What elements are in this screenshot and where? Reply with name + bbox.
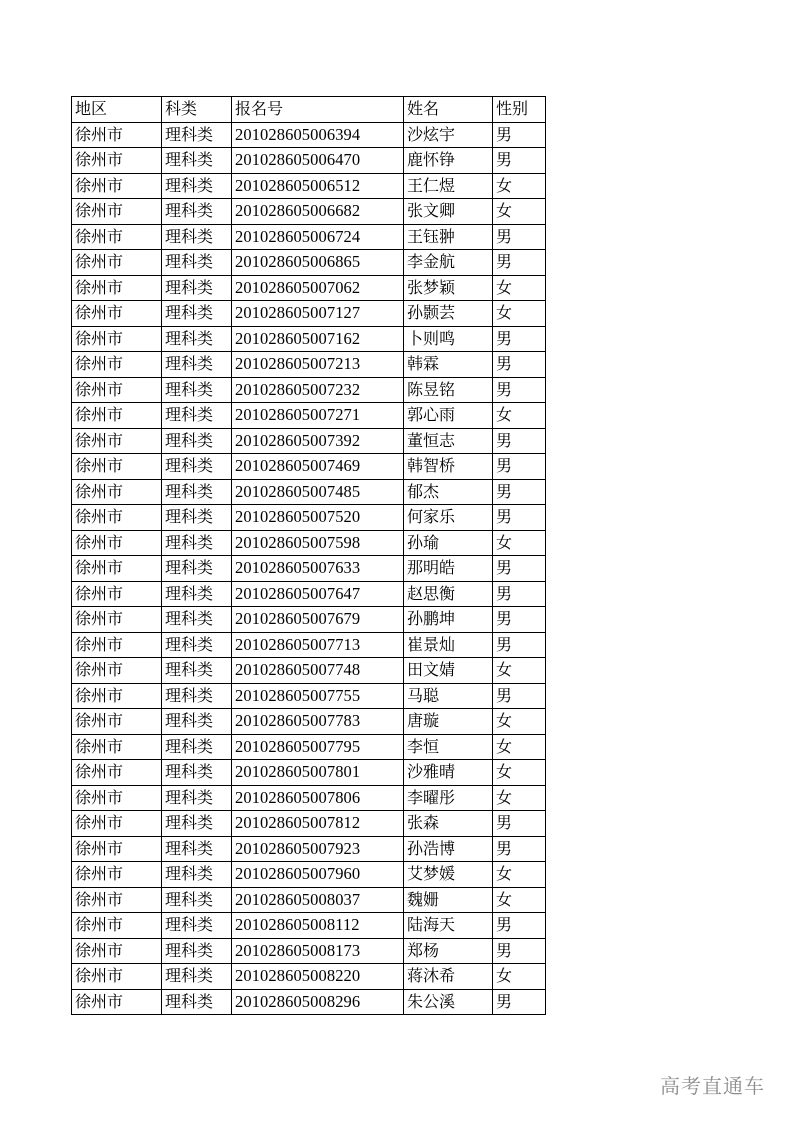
cell-region: 徐州市 [72,454,162,480]
cell-gender: 女 [493,403,546,429]
table-body [72,122,546,1015]
cell-region: 徐州市 [72,964,162,990]
table-row [72,683,546,709]
header-registration-number: 报名号 [232,97,404,123]
table-row [72,760,546,786]
table-row [72,811,546,837]
cell-subject-type: 理科类 [162,556,232,582]
cell-region: 徐州市 [72,581,162,607]
cell-registration-number: 201028605007392 [232,428,404,454]
cell-name: 何家乐 [404,505,493,531]
cell-name: 陆海天 [404,913,493,939]
cell-region: 徐州市 [72,989,162,1015]
cell-gender: 男 [493,607,546,633]
cell-name: 李恒 [404,734,493,760]
cell-name: 艾梦媛 [404,862,493,888]
header-subject-type: 科类 [162,97,232,123]
cell-name: 蒋沐希 [404,964,493,990]
cell-region: 徐州市 [72,275,162,301]
cell-registration-number: 201028605007485 [232,479,404,505]
cell-name: 唐璇 [404,709,493,735]
cell-name: 孙颢芸 [404,301,493,327]
cell-registration-number: 201028605008173 [232,938,404,964]
cell-name: 鹿怀铮 [404,148,493,174]
cell-gender: 男 [493,811,546,837]
cell-registration-number: 201028605007271 [232,403,404,429]
cell-registration-number: 201028605008220 [232,964,404,990]
table-row [72,989,546,1015]
table-row [72,148,546,174]
table-row [72,581,546,607]
cell-gender: 男 [493,250,546,276]
cell-registration-number: 201028605006682 [232,199,404,225]
cell-gender: 女 [493,734,546,760]
cell-region: 徐州市 [72,785,162,811]
cell-region: 徐州市 [72,811,162,837]
cell-name: 郁杰 [404,479,493,505]
cell-subject-type: 理科类 [162,811,232,837]
table-row [72,836,546,862]
cell-name: 田文婧 [404,658,493,684]
cell-name: 孙浩博 [404,836,493,862]
table-header [72,97,546,123]
table-row [72,224,546,250]
table-row [72,785,546,811]
cell-name: 孙瑜 [404,530,493,556]
cell-region: 徐州市 [72,505,162,531]
cell-name: 韩智桥 [404,454,493,480]
cell-gender: 男 [493,989,546,1015]
cell-registration-number: 201028605008112 [232,913,404,939]
cell-gender: 男 [493,556,546,582]
table-row [72,862,546,888]
cell-name: 沙雅晴 [404,760,493,786]
cell-subject-type: 理科类 [162,224,232,250]
cell-subject-type: 理科类 [162,964,232,990]
cell-subject-type: 理科类 [162,581,232,607]
table-row [72,607,546,633]
cell-name: 那明皓 [404,556,493,582]
cell-gender: 女 [493,530,546,556]
cell-gender: 男 [493,836,546,862]
cell-subject-type: 理科类 [162,122,232,148]
cell-registration-number: 201028605007923 [232,836,404,862]
cell-gender: 女 [493,275,546,301]
cell-name: 李金航 [404,250,493,276]
cell-name: 张文卿 [404,199,493,225]
table-row [72,632,546,658]
cell-region: 徐州市 [72,913,162,939]
cell-subject-type: 理科类 [162,683,232,709]
cell-registration-number: 201028605006394 [232,122,404,148]
table-row [72,122,546,148]
cell-name: 郭心雨 [404,403,493,429]
student-roster-table [71,96,546,1015]
table-row [72,377,546,403]
cell-subject-type: 理科类 [162,709,232,735]
cell-subject-type: 理科类 [162,377,232,403]
cell-region: 徐州市 [72,530,162,556]
cell-gender: 女 [493,709,546,735]
cell-registration-number: 201028605006470 [232,148,404,174]
cell-subject-type: 理科类 [162,734,232,760]
cell-region: 徐州市 [72,148,162,174]
cell-registration-number: 201028605008037 [232,887,404,913]
cell-registration-number: 201028605007633 [232,556,404,582]
header-row [72,97,546,123]
cell-subject-type: 理科类 [162,403,232,429]
cell-name: 崔景灿 [404,632,493,658]
cell-region: 徐州市 [72,199,162,225]
cell-registration-number: 201028605007679 [232,607,404,633]
table-row [72,173,546,199]
table-row [72,658,546,684]
cell-region: 徐州市 [72,224,162,250]
cell-gender: 女 [493,887,546,913]
cell-subject-type: 理科类 [162,428,232,454]
cell-subject-type: 理科类 [162,785,232,811]
cell-region: 徐州市 [72,709,162,735]
cell-subject-type: 理科类 [162,275,232,301]
cell-name: 张森 [404,811,493,837]
cell-region: 徐州市 [72,734,162,760]
table-row [72,403,546,429]
cell-subject-type: 理科类 [162,301,232,327]
cell-gender: 男 [493,377,546,403]
cell-subject-type: 理科类 [162,989,232,1015]
table-row [72,275,546,301]
cell-gender: 男 [493,479,546,505]
cell-region: 徐州市 [72,760,162,786]
table-row [72,250,546,276]
cell-registration-number: 201028605007812 [232,811,404,837]
table-row [72,530,546,556]
cell-region: 徐州市 [72,479,162,505]
cell-registration-number: 201028605007232 [232,377,404,403]
cell-subject-type: 理科类 [162,250,232,276]
cell-name: 张梦颖 [404,275,493,301]
cell-name: 朱公溪 [404,989,493,1015]
cell-gender: 男 [493,913,546,939]
cell-registration-number: 201028605007713 [232,632,404,658]
cell-subject-type: 理科类 [162,454,232,480]
cell-name: 韩霖 [404,352,493,378]
table-row [72,301,546,327]
cell-registration-number: 201028605008296 [232,989,404,1015]
cell-subject-type: 理科类 [162,505,232,531]
table-row [72,352,546,378]
cell-gender: 女 [493,301,546,327]
cell-registration-number: 201028605007213 [232,352,404,378]
cell-subject-type: 理科类 [162,352,232,378]
table-row [72,734,546,760]
cell-gender: 男 [493,326,546,352]
cell-name: 卜则鸣 [404,326,493,352]
cell-gender: 女 [493,760,546,786]
cell-gender: 男 [493,938,546,964]
cell-region: 徐州市 [72,173,162,199]
cell-subject-type: 理科类 [162,658,232,684]
cell-subject-type: 理科类 [162,530,232,556]
cell-region: 徐州市 [72,658,162,684]
header-region: 地区 [72,97,162,123]
cell-gender: 男 [493,454,546,480]
cell-name: 郑杨 [404,938,493,964]
cell-subject-type: 理科类 [162,326,232,352]
watermark-text: 高考直通车 [660,1074,765,1098]
cell-subject-type: 理科类 [162,836,232,862]
cell-registration-number: 201028605007598 [232,530,404,556]
cell-name: 魏姗 [404,887,493,913]
cell-subject-type: 理科类 [162,199,232,225]
table-row [72,913,546,939]
cell-region: 徐州市 [72,403,162,429]
cell-registration-number: 201028605006865 [232,250,404,276]
cell-gender: 男 [493,224,546,250]
cell-gender: 男 [493,632,546,658]
cell-registration-number: 201028605007783 [232,709,404,735]
cell-gender: 女 [493,964,546,990]
cell-gender: 男 [493,505,546,531]
cell-subject-type: 理科类 [162,913,232,939]
cell-region: 徐州市 [72,301,162,327]
cell-region: 徐州市 [72,428,162,454]
cell-name: 董恒志 [404,428,493,454]
cell-region: 徐州市 [72,632,162,658]
cell-gender: 女 [493,173,546,199]
cell-gender: 女 [493,785,546,811]
table-row [72,454,546,480]
cell-subject-type: 理科类 [162,862,232,888]
table-row [72,556,546,582]
cell-subject-type: 理科类 [162,173,232,199]
cell-registration-number: 201028605007806 [232,785,404,811]
cell-subject-type: 理科类 [162,148,232,174]
table-row [72,964,546,990]
cell-registration-number: 201028605007795 [232,734,404,760]
cell-registration-number: 201028605007755 [232,683,404,709]
cell-gender: 男 [493,428,546,454]
cell-region: 徐州市 [72,377,162,403]
cell-gender: 男 [493,581,546,607]
header-name: 姓名 [404,97,493,123]
cell-region: 徐州市 [72,556,162,582]
cell-registration-number: 201028605007062 [232,275,404,301]
table-row [72,505,546,531]
cell-region: 徐州市 [72,683,162,709]
cell-registration-number: 201028605007469 [232,454,404,480]
cell-name: 王钰翀 [404,224,493,250]
cell-gender: 女 [493,862,546,888]
cell-region: 徐州市 [72,938,162,964]
cell-registration-number: 201028605007520 [232,505,404,531]
cell-registration-number: 201028605007960 [232,862,404,888]
cell-subject-type: 理科类 [162,938,232,964]
cell-registration-number: 201028605007647 [232,581,404,607]
table-row [72,938,546,964]
cell-gender: 男 [493,352,546,378]
cell-name: 王仁煜 [404,173,493,199]
table-row [72,199,546,225]
cell-registration-number: 201028605007127 [232,301,404,327]
cell-name: 孙鹏坤 [404,607,493,633]
cell-region: 徐州市 [72,352,162,378]
cell-gender: 男 [493,683,546,709]
cell-gender: 女 [493,658,546,684]
cell-name: 李曜彤 [404,785,493,811]
table-row [72,479,546,505]
cell-name: 沙炫宇 [404,122,493,148]
table-row [72,887,546,913]
cell-region: 徐州市 [72,250,162,276]
cell-registration-number: 201028605006512 [232,173,404,199]
cell-name: 马聪 [404,683,493,709]
cell-name: 陈昱铭 [404,377,493,403]
cell-subject-type: 理科类 [162,479,232,505]
table-row [72,326,546,352]
cell-gender: 女 [493,199,546,225]
cell-subject-type: 理科类 [162,607,232,633]
cell-gender: 男 [493,148,546,174]
cell-registration-number: 201028605006724 [232,224,404,250]
cell-subject-type: 理科类 [162,632,232,658]
cell-region: 徐州市 [72,607,162,633]
cell-registration-number: 201028605007748 [232,658,404,684]
cell-subject-type: 理科类 [162,887,232,913]
cell-region: 徐州市 [72,326,162,352]
header-gender: 性别 [493,97,546,123]
cell-subject-type: 理科类 [162,760,232,786]
cell-registration-number: 201028605007162 [232,326,404,352]
cell-gender: 男 [493,122,546,148]
cell-region: 徐州市 [72,122,162,148]
cell-registration-number: 201028605007801 [232,760,404,786]
cell-region: 徐州市 [72,862,162,888]
cell-region: 徐州市 [72,887,162,913]
table-row [72,428,546,454]
table-row [72,709,546,735]
cell-region: 徐州市 [72,836,162,862]
cell-name: 赵思衡 [404,581,493,607]
